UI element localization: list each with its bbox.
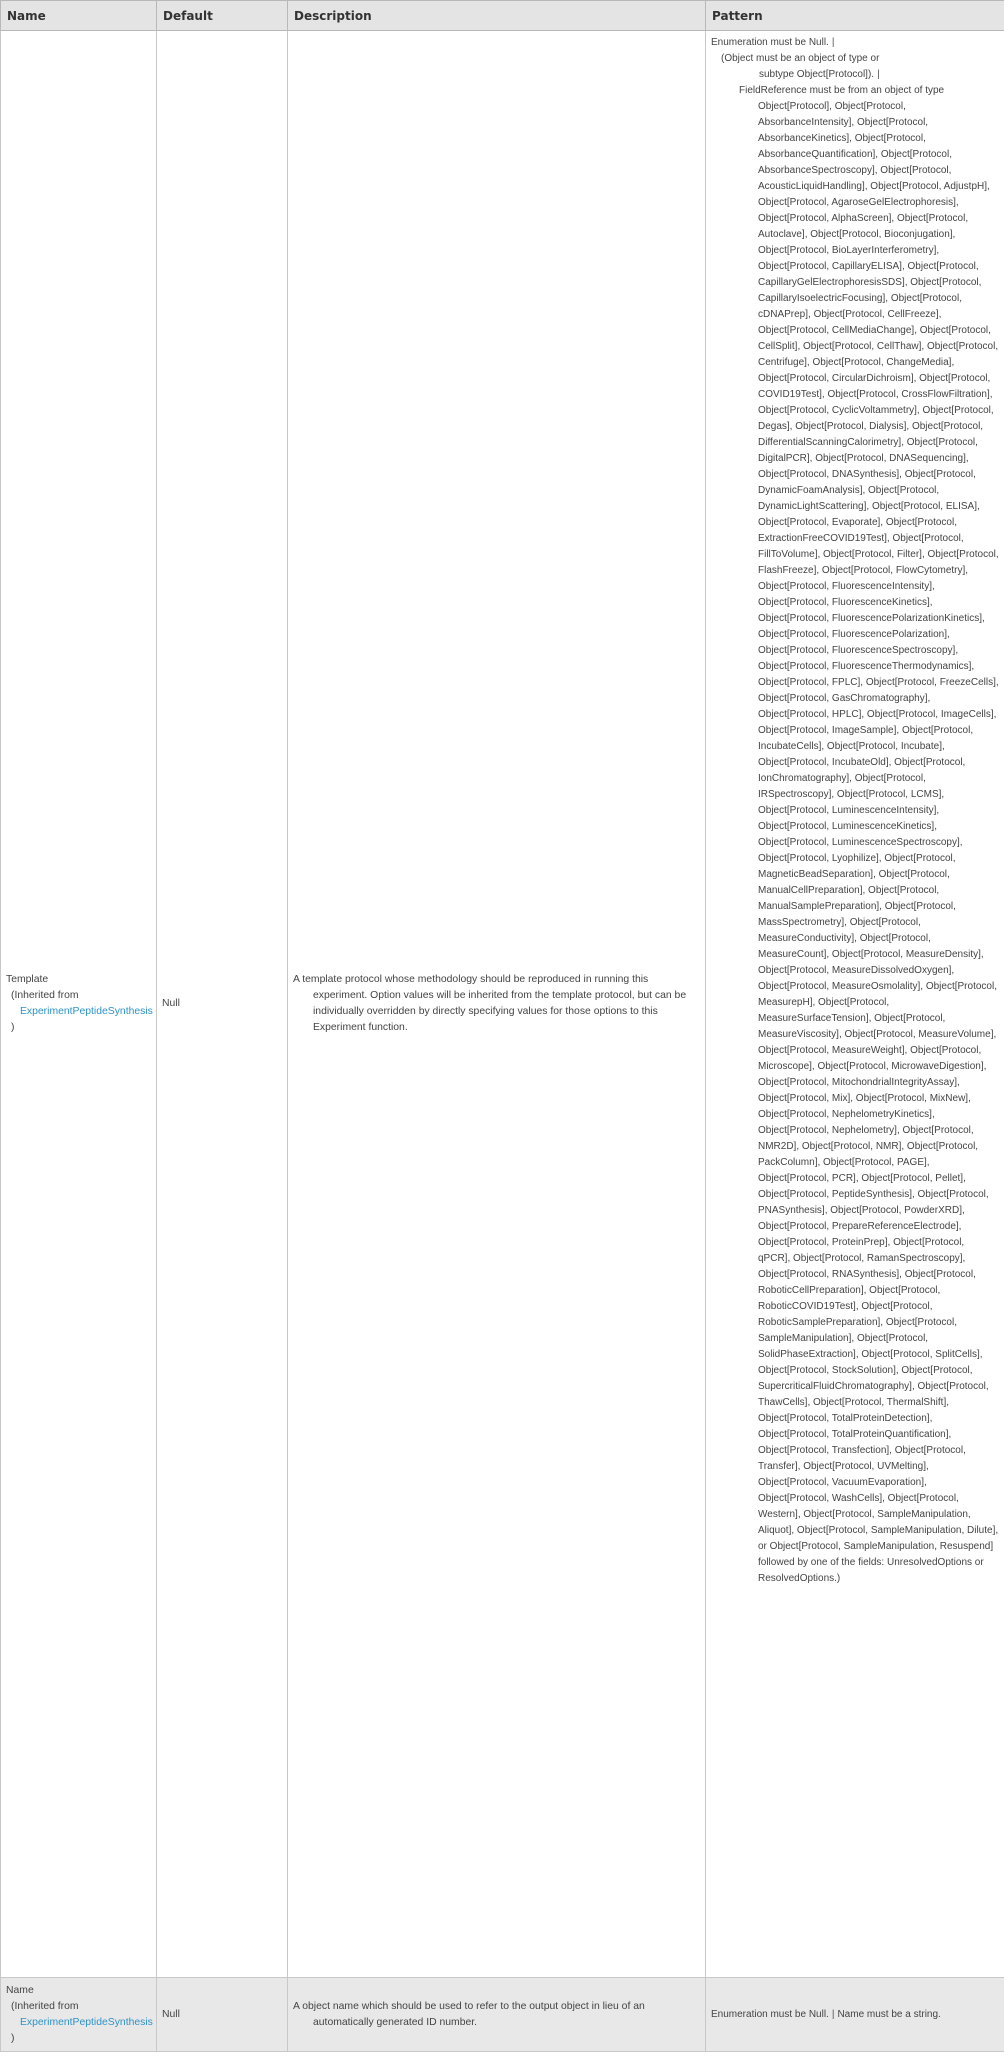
pattern-separator: | bbox=[877, 69, 880, 80]
inherited-suffix: ) bbox=[11, 1022, 15, 1033]
default-value-cell bbox=[157, 31, 288, 1978]
inherited-prefix: (Inherited from bbox=[11, 2000, 79, 2012]
table-row-name bbox=[1, 1978, 1004, 2052]
pattern-object-type-b: subtype Object[Protocol]). bbox=[759, 69, 875, 80]
description-cell bbox=[288, 31, 706, 1978]
pattern-enumeration-text: Enumeration must be Null. bbox=[711, 37, 829, 48]
table-row-template bbox=[1, 31, 1004, 1978]
default-value-cell bbox=[157, 1978, 288, 2052]
pattern-string-text: Name must be a string. bbox=[837, 2008, 941, 2020]
pattern-allowed-types: Object[Protocol], Object[Protocol, AbsorbanceIntensity], Object[Protocol, AbsorbanceKinetics], Object[Protocol, AbsorbanceQuantification], Object[Protocol, AbsorbanceSpectroscopy], Object[Protocol, AcousticLiquidHandling], Object[Protocol, AdjustpH], Object[Protocol, AgaroseGelElectrophoresis], Object[Protocol, AlphaScreen], Object[Protocol, Autoclave], Object[Protocol, Bioconjugation], Object[Protocol, BioLayerInterferometry], Object[Protocol, CapillaryELISA], Object[Protocol, CapillaryGelElectrophoresisSDS], Object[Protocol, CapillaryIsoelectricFocusing], Object[Protocol, cDNAPrep], Object[Protocol, CellFreeze], Object[Protocol, CellMediaChange], Object[Protocol, CellSplit], Object[Protocol, CellThaw], Object[Protocol, Centrifuge], Object[Protocol, ChangeMedia], Object[Protocol, CircularDichroism], Object[Protocol, COVID19Test], Object[Protocol, CrossFlowFiltration], Object[Protocol, CyclicVoltammetry], Object[Protocol, Degas], Object[Protocol, Dialysis], Object[Protocol, DifferentialScanningCalorimetry], Object[Protocol, DigitalPCR], Object[Protocol, DNASequencing], Object[Protocol, DNASynthesis], Object[Protocol, DynamicFoamAnalysis], Object[Protocol, DynamicLightScattering], Object[Protocol, ELISA], Object[Protocol, Evaporate], Object[Protocol, ExtractionFreeCOVID19Test], Object[Protocol, FillToVolume], Object[Protocol, Filter], Object[Protocol, FlashFreeze], Object[Protocol, FlowCytometry], Object[Protocol, FluorescenceIntensity], Object[Protocol, FluorescenceKinetics], Object[Protocol, FluorescencePolarizationKinetics], Object[Protocol, FluorescencePolarization], Object[Protocol, FluorescenceSpectroscopy], Object[Protocol, FluorescenceThermodynamics], Object[Protocol, FPLC], Object[Protocol, FreezeCells], Object[Protocol, GasChromatography], Object[Protocol, HPLC], Object[Protocol, ImageCells], Object[Protocol, ImageSample], Object[Protocol, IncubateCells], Object[Protocol, Incubate], Object[Protocol, IncubateOld], Object[Protocol, IonChromatography], Object[Protocol, IRSpectroscopy], Object[Protocol, LCMS], Object[Protocol, LuminescenceIntensity], Object[Protocol, LuminescenceKinetics], Object[Protocol, LuminescenceSpectroscopy], Object[Protocol, Lyophilize], Object[Protocol, MagneticBeadSeparation], Object[Protocol, ManualCellPreparation], Object[Protocol, ManualSamplePreparation], Object[Protocol, MassSpectrometry], Object[Protocol, MeasureConductivity], Object[Protocol, MeasureCount], Object[Protocol, MeasureDensity], Object[Protocol, MeasureDissolvedOxygen], Object[Protocol, MeasureOsmolality], Object[Protocol, MeasurepH], Object[Protocol, MeasureSurfaceTension], Object[Protocol, MeasureViscosity], Object[Protocol, MeasureVolume], Object[Protocol, MeasureWeight], Object[Protocol, Microscope], Object[Protocol, MicrowaveDigestion], Object[Protocol, MitochondrialIntegrityAssay], Object[Protocol, Mix], Object[Protocol, MixNew], Object[Protocol, NephelometryKinetics], Object[Protocol, Nephelometry], Object[Protocol, NMR2D], Object[Protocol, NMR], Object[Protocol, PackColumn], Object[Protocol, PAGE], Object[Protocol, PCR], Object[Protocol, Pellet], Object[Protocol, PeptideSynthesis], Object[Protocol, PNASynthesis], Object[Protocol, PowderXRD], Object[Protocol, PrepareReferenceElectrode], Object[Protocol, ProteinPrep], Object[Protocol, qPCR], Object[Protocol, RamanSpectroscopy], Object[Protocol, RNASynthesis], Object[Protocol, RoboticCellPreparation], Object[Protocol, RoboticCOVID19Test], Object[Protocol, RoboticSamplePreparation], Object[Protocol, SampleManipulation], Object[Protocol, SolidPhaseExtraction], Object[Protocol, SplitCells], Object[Protocol, StockSolution], Object[Protocol, SupercriticalFluidChromatography], Object[Protocol, ThawCells], Object[Protocol, ThermalShift], Object[Protocol, TotalProteinDetection], Object[Protocol, TotalProteinQuantification], Object[Protocol, Transfection], Object[Protocol, Transfer], Object[Protocol, UVMelting], Object[Protocol, VacuumEvaporation], Object[Protocol, WashCells], Object[Protocol, Western], Object[Protocol, SampleManipulation, Aliquot], Object[Protocol, SampleManipulation, Dilute], or Object[Protocol, SampleManipulation, Resuspend] followed by one of the fields: UnresolvedOptions or ResolvedOptions.) bbox=[758, 101, 999, 1584]
inherited-from-link[interactable]: ExperimentPeptideSynthesis bbox=[20, 1006, 153, 1017]
option-name-cell bbox=[1, 31, 157, 1978]
pattern-object-type-b-wrap bbox=[711, 67, 999, 83]
inherited-prefix: (Inherited from bbox=[11, 990, 79, 1001]
option-name-cell bbox=[1, 1978, 157, 2052]
column-header-default: Default bbox=[157, 1, 288, 31]
pattern-enumeration bbox=[711, 35, 999, 51]
default-value: Null bbox=[162, 2008, 180, 2020]
option-name: Template bbox=[6, 974, 49, 985]
description-text: A template protocol whose methodology should be reproduced in running this experiment. Option values will be inherited from the template protocol, but can be individually overridden by directly specifying values for those options to this Experiment function. bbox=[293, 974, 687, 1033]
pattern-cell bbox=[706, 31, 1004, 1978]
default-value: Null bbox=[162, 998, 180, 1009]
description-cell bbox=[288, 1978, 706, 2052]
inherited-from bbox=[6, 1999, 151, 2047]
inherited-from bbox=[6, 988, 151, 1036]
pattern-field-reference: FieldReference must be from an object of type bbox=[739, 85, 945, 96]
table-header-row bbox=[1, 1, 1004, 31]
column-header-name: Name bbox=[1, 1, 157, 31]
pattern-enumeration-text: Enumeration must be Null. bbox=[711, 2008, 829, 2020]
inherited-suffix: ) bbox=[11, 2032, 15, 2044]
option-name: Name bbox=[6, 1984, 34, 1996]
pattern-cell bbox=[706, 1978, 1004, 2052]
pattern-object-type-a: (Object must be an object of type or bbox=[721, 53, 880, 64]
column-header-description: Description bbox=[288, 1, 706, 31]
pattern-separator: | bbox=[831, 37, 835, 48]
pattern-separator: | bbox=[831, 2008, 835, 2020]
column-header-pattern: Pattern bbox=[706, 1, 1004, 31]
description-text: A object name which should be used to refer to the output object in lieu of an automatically generated ID number. bbox=[293, 2000, 645, 2028]
inherited-from-link[interactable]: ExperimentPeptideSynthesis bbox=[20, 2016, 153, 2028]
